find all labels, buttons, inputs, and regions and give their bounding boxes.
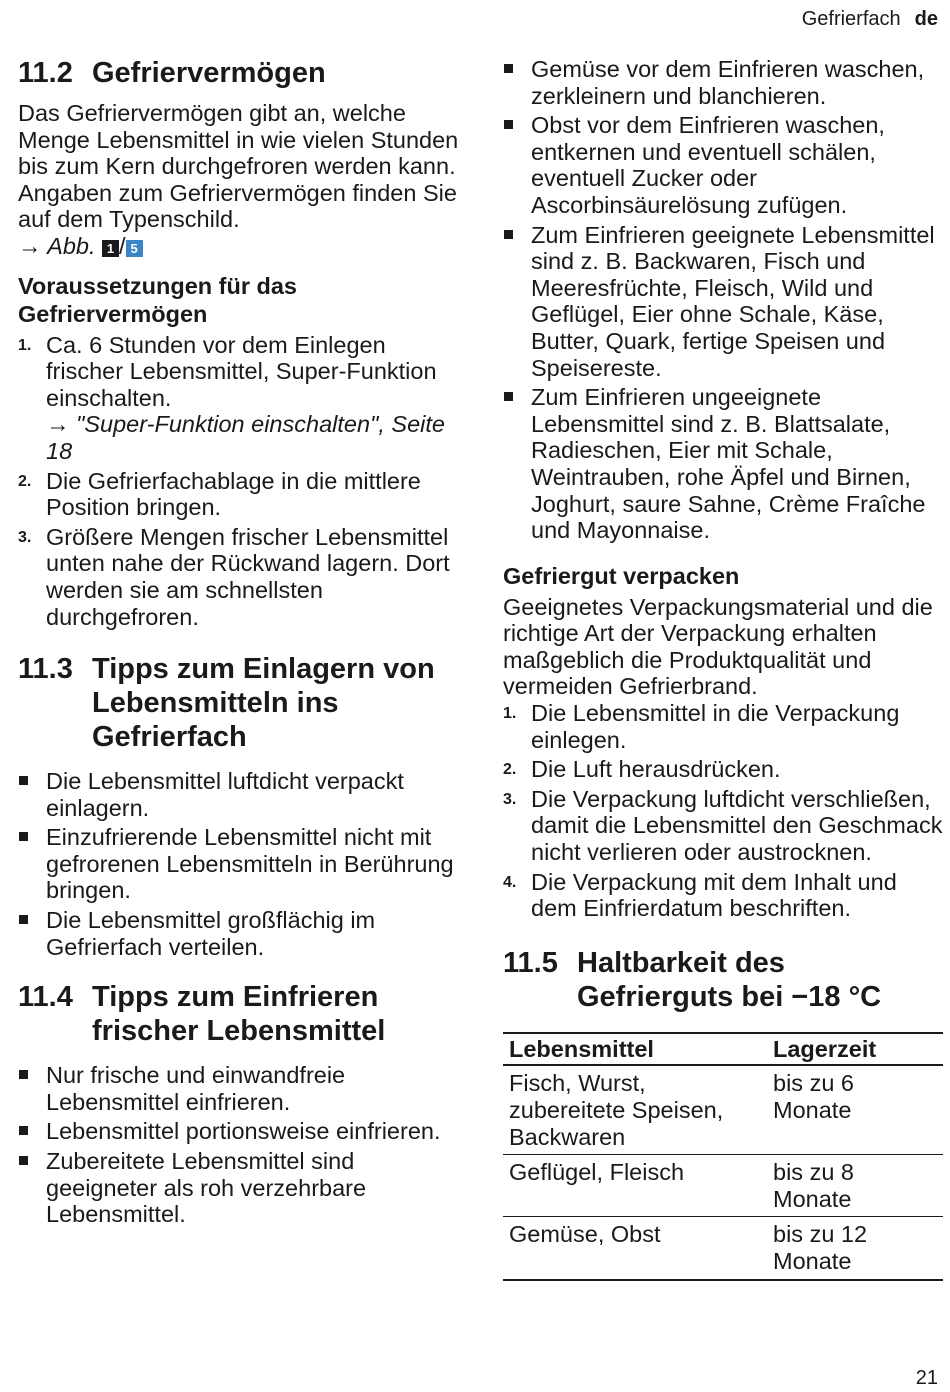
list-item: Zubereitete Lebensmittel sind geeigneter als roh verzehrbare Lebensmittel. [18,1148,463,1228]
section-11-4-heading [18,980,463,1048]
list-item: Obst vor dem Einfrieren waschen, entkernen und eventuell schälen, eventuell Zucker oder Ascorbinsäurelösung zufügen. [503,112,943,218]
bullet-list [18,1062,463,1228]
section-11-5-heading [503,946,943,1014]
bullet-icon [504,230,513,239]
figure-separator: / [119,232,126,259]
step-number: 1. [503,705,517,723]
bullet-icon [504,64,513,73]
list-item: Lebensmittel portionsweise einfrieren. [18,1118,463,1145]
subheading: Voraussetzungen für das Gefriervermögen [18,272,298,327]
arrow-icon: → [18,232,42,259]
section-number: 11.3 [18,653,73,686]
table-cell: Fisch, Wurst, zubereitete Speisen, Backwaren [503,1065,767,1154]
step-number: 3. [18,528,32,546]
section-title: Haltbarkeit des Gefrierguts bei −18 °C [577,946,882,1013]
section-number: 11.2 [18,57,73,89]
bullet-icon [19,776,28,785]
list-item: Nur frische und einwandfreie Lebensmittel einfrieren. [18,1062,463,1115]
list-item: 4. Die Verpackung mit dem Inhalt und dem Einfrierdatum beschriften. [503,868,897,922]
page-number: 21 [915,1367,938,1389]
figure-badge: 1 [102,240,119,257]
table-cell: bis zu 12 Monate [767,1217,943,1280]
paragraph: Geeignetes Verpackungsmaterial und die richtige Art der Verpackung erhalten maßgeblich die Produktqualität und vermeiden Gefrierbrand. [503,593,933,700]
step-text: Die Gefrierfachablage in die mittlere Position bringen. [46,467,421,521]
list-item: Gemüse vor dem Einfrieren waschen, zerkleinern und blanchieren. [503,56,943,109]
section-number: 11.4 [18,981,73,1014]
header-language: de [914,8,938,30]
step-number: 2. [18,472,32,490]
running-header [802,8,938,31]
table-row [503,1155,943,1217]
bullet-icon [19,832,28,841]
section-title: Gefriervermögen [92,57,326,89]
header-section-title: Gefrierfach [801,8,901,30]
list-item [18,332,463,465]
step-number: 4. [503,873,517,891]
section-11-3-heading [18,652,463,754]
bullet-icon [504,120,513,129]
table-cell: Geflügel, Fleisch [503,1155,767,1217]
bullet-list [18,768,463,960]
paragraph: Angaben zum Gefriervermögen finden Sie auf dem Typenschild. [18,179,457,233]
figure-ref-label: Abb. [47,232,96,259]
list-item: 3. Die Verpackung luftdicht verschließen, damit die Lebensmittel den Geschmack nicht verlieren oder austrocknen. [503,785,943,866]
numbered-list [503,700,943,922]
table-row [503,1217,943,1280]
list-item [18,468,463,521]
bullet-list [503,56,943,544]
list-item: 2. Die Luft herausdrücken. [503,756,781,783]
table-cell: Gemüse, Obst [503,1217,767,1280]
step-number: 2. [503,761,517,779]
numbered-list [18,332,463,631]
list-item: Die Lebensmittel großflächig im Gefrierfach verteilen. [18,907,463,960]
column-header: Lagerzeit [767,1033,943,1066]
section-11-2-heading [18,56,463,90]
column-header: Lebensmittel [503,1033,767,1066]
list-item: Die Lebensmittel luftdicht verpackt einlagern. [18,768,463,821]
list-item [18,524,463,630]
table-cell: bis zu 8 Monate [767,1155,943,1217]
bullet-icon [504,392,513,401]
bullet-icon [19,1070,28,1079]
list-item: Einzufrierende Lebensmittel nicht mit gefrorenen Lebensmitteln in Berührung bringen. [18,824,463,904]
table-header-row [503,1033,943,1066]
paragraph: Das Gefriervermögen gibt an, welche Menge Lebensmittel in wie vielen Stunden bis zum Kern durchgefroren werden kann. [18,100,459,180]
figure-reference[interactable] [18,233,463,260]
step-number: 3. [503,790,517,808]
step-number: 1. [18,336,32,354]
left-column [18,56,463,1231]
storage-time-table [503,1032,943,1281]
cross-reference-link[interactable]: → "Super-Funktion einschalten", Seite 18 [46,411,445,464]
list-item: Zum Einfrieren geeignete Lebensmittel sind z. B. Backwaren, Fisch und Meeresfrüchte, Fleisch, Wild und Geflügel, Eier ohne Schale, Käse, Butter, Quark, fertige Speisen und Speisereste. [503,222,943,382]
right-column [503,56,943,1281]
section-title: Tipps zum Einfrieren frischer Lebensmittel [92,981,386,1048]
list-item: Zum Einfrieren ungeeignete Lebensmittel sind z. B. Blattsalate, Radieschen, Eier mit Schale, Weintrauben, rohe Äpfel und Birnen, Joghurt, saure Sahne, Crème Fraîche und Mayonnaise. [503,384,943,544]
list-item: 1. Die Lebensmittel in die Verpackung einlegen. [503,700,900,753]
bullet-icon [19,915,28,924]
step-text: Ca. 6 Stunden vor dem Einlegen frischer Lebensmittel, Super-Funktion einschalten. [46,331,437,411]
section-number: 11.5 [503,946,558,979]
subheading: Gefriergut verpacken [503,562,740,589]
table-row [503,1065,943,1154]
section-title: Tipps zum Einlagern von Lebensmitteln ins Gefrierfach [92,653,435,754]
figure-badge: 5 [126,240,143,257]
bullet-icon [19,1126,28,1135]
step-text: Größere Mengen frischer Lebensmittel unten nahe der Rückwand lagern. Dort werden sie am schnellsten durchgefroren. [46,523,450,630]
bullet-icon [19,1156,28,1165]
table-cell: bis zu 6 Monate [767,1065,943,1154]
